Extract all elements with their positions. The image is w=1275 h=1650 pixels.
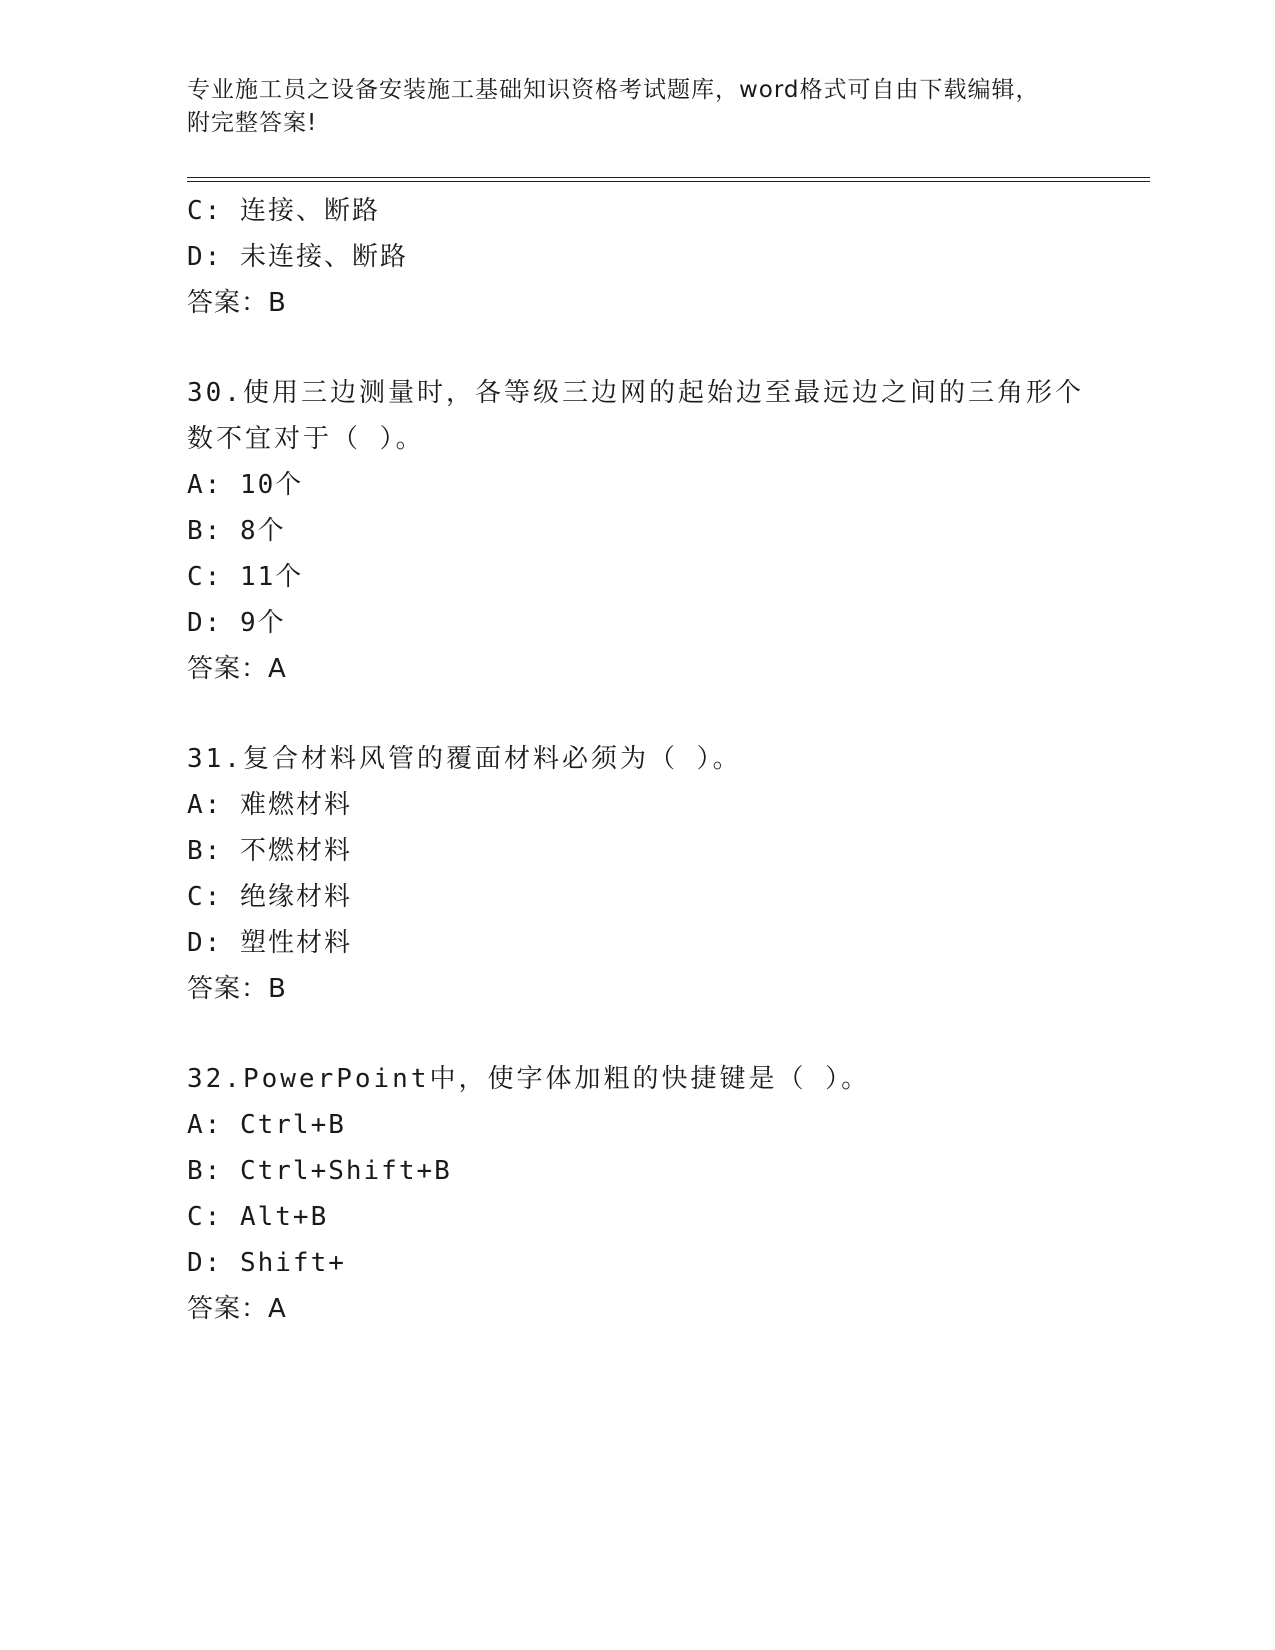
answer: 答案：A — [187, 654, 287, 684]
question-30 — [187, 370, 1150, 692]
question-stem: 32.PowerPoint中，使字体加粗的快捷键是（ ）。 — [187, 1064, 871, 1094]
header-title-line-2: 附完整答案! — [187, 110, 318, 136]
question-32 — [187, 1056, 1150, 1332]
question-31 — [187, 736, 1150, 1012]
option-d: D: 塑性材料 — [187, 928, 352, 958]
answer: 答案：B — [187, 288, 287, 318]
option-b: B: 8个 — [187, 516, 286, 546]
header-divider-bottom — [187, 181, 1150, 182]
option-d: D: Shift+ — [187, 1248, 346, 1278]
document-header — [187, 74, 1087, 140]
header-title-line-1: 专业施工员之设备安装施工基础知识资格考试题库，word格式可自由下载编辑， — [187, 77, 1040, 103]
question-list — [187, 188, 1150, 1332]
question-stem: 30.使用三边测量时，各等级三边网的起始边至最远边之间的三角形个 — [187, 378, 1084, 408]
spacer — [187, 692, 1150, 736]
option-d: D: 未连接、断路 — [187, 242, 408, 272]
spacer — [187, 326, 1150, 370]
header-divider-top — [187, 177, 1150, 178]
option-c: C: Alt+B — [187, 1202, 329, 1232]
option-a: A: Ctrl+B — [187, 1110, 346, 1140]
option-c: C: 11个 — [187, 562, 304, 592]
spacer — [187, 1012, 1150, 1056]
option-a: A: 10个 — [187, 470, 304, 500]
answer: 答案：A — [187, 1294, 287, 1324]
option-b: B: 不燃材料 — [187, 836, 352, 866]
question-stem: 31.复合材料风管的覆面材料必须为（ ）。 — [187, 744, 742, 774]
option-c: C: 连接、断路 — [187, 196, 380, 226]
question-stem-continued: 数不宜对于（ ）。 — [187, 424, 425, 454]
option-c: C: 绝缘材料 — [187, 882, 352, 912]
option-d: D: 9个 — [187, 608, 286, 638]
question-29-tail — [187, 188, 1150, 326]
answer: 答案：B — [187, 974, 287, 1004]
option-a: A: 难燃材料 — [187, 790, 352, 820]
option-b: B: Ctrl+Shift+B — [187, 1156, 452, 1186]
